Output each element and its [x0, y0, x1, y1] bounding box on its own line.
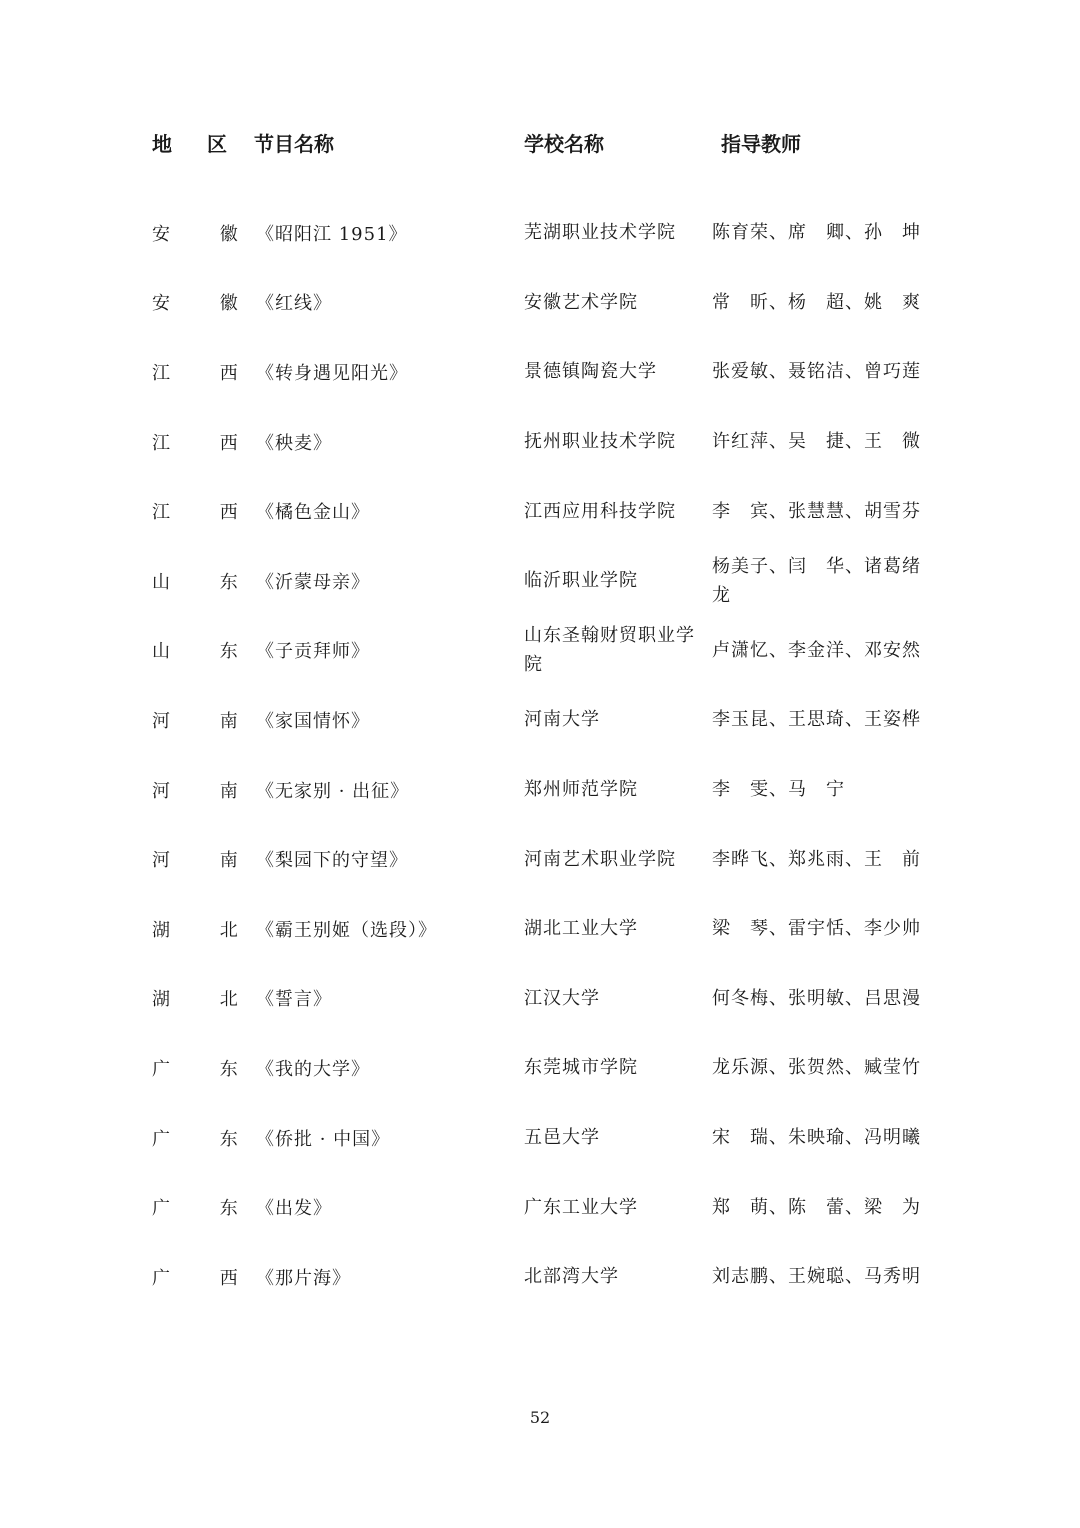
- row-program-name: 《无家别 · 出征》: [256, 780, 410, 802]
- row-region: 安 徽: [152, 223, 260, 245]
- table-row: [0, 894, 1080, 964]
- row-program-name: 《誓言》: [256, 989, 332, 1011]
- row-program-name: 《秧麦》: [256, 432, 332, 454]
- row-school-name: 景德镇陶瓷大学: [524, 361, 657, 383]
- row-program-name: 《沂蒙母亲》: [256, 571, 370, 593]
- row-school-name: 河南艺术职业学院: [524, 848, 676, 870]
- row-instructors: 龙乐源、张贺然、臧莹竹: [712, 1057, 921, 1079]
- row-school-name: 江汉大学: [524, 987, 600, 1009]
- table-row: [0, 1172, 1080, 1242]
- row-region: 广 东: [152, 1128, 260, 1150]
- row-school-name: 河南大学: [524, 709, 600, 731]
- row-region: 广 东: [152, 1198, 260, 1220]
- row-region: 河 南: [152, 780, 260, 802]
- table-row: [0, 1103, 1080, 1173]
- row-program-name: 《昭阳江 1951》: [256, 223, 408, 245]
- row-region: 河 南: [152, 850, 260, 872]
- row-instructors: 刘志鹏、王婉聪、马秀明: [712, 1266, 921, 1288]
- table-row: [0, 685, 1080, 755]
- row-region: 河 南: [152, 710, 260, 732]
- row-instructors: 何冬梅、张明敏、吕思漫: [712, 987, 921, 1009]
- row-school-name: 芜湖职业技术学院: [524, 222, 676, 244]
- row-instructors: 常 昕、杨 超、姚 爽: [712, 291, 921, 313]
- table-row: [0, 337, 1080, 407]
- table-row: [0, 616, 1080, 686]
- row-program-name: 《我的大学》: [256, 1058, 370, 1080]
- program-list: [0, 198, 1080, 1312]
- row-instructors: 宋 瑞、朱映瑜、冯明曦: [712, 1127, 921, 1149]
- row-program-name: 《侨批 · 中国》: [256, 1128, 391, 1150]
- row-instructors: 郑 萌、陈 蕾、梁 为: [712, 1196, 921, 1218]
- row-school-name: 北部湾大学: [524, 1266, 619, 1288]
- table-header: [0, 128, 1080, 162]
- row-program-name: 《家国情怀》: [256, 710, 370, 732]
- row-region: 安 徽: [152, 293, 260, 315]
- row-region: 江 西: [152, 502, 260, 524]
- row-region: 山 东: [152, 571, 260, 593]
- row-region: 湖 北: [152, 919, 260, 941]
- table-row: [0, 407, 1080, 477]
- header-region: 地 区: [152, 132, 241, 156]
- row-program-name: 《橘色金山》: [256, 502, 370, 524]
- table-row: [0, 824, 1080, 894]
- row-region: 湖 北: [152, 989, 260, 1011]
- row-school-name: 临沂职业学院: [524, 570, 638, 592]
- row-program-name: 《子贡拜师》: [256, 641, 370, 663]
- table-row: [0, 268, 1080, 338]
- table-row: [0, 476, 1080, 546]
- row-instructors: 杨美子、闫 华、诸葛绪龙: [712, 555, 921, 606]
- table-row: [0, 755, 1080, 825]
- table-row: [0, 1242, 1080, 1312]
- row-school-name: 东莞城市学院: [524, 1057, 638, 1079]
- row-instructors: 李玉昆、王思琦、王姿桦: [712, 709, 921, 731]
- header-instructor: 指导教师: [721, 132, 801, 156]
- row-instructors: 李 雯、马 宁: [712, 779, 845, 801]
- row-region: 广 西: [152, 1267, 260, 1289]
- row-instructors: 许红萍、吴 捷、王 微: [712, 431, 921, 453]
- row-program-name: 《出发》: [256, 1198, 332, 1220]
- header-program-name: 节目名称: [254, 132, 334, 156]
- row-instructors: 李 宾、张慧慧、胡雪芬: [712, 500, 921, 522]
- row-program-name: 《转身遇见阳光》: [256, 362, 408, 384]
- row-program-name: 《梨园下的守望》: [256, 850, 408, 872]
- row-school-name: 五邑大学: [524, 1127, 600, 1149]
- header-school-name: 学校名称: [524, 132, 604, 156]
- row-instructors: 陈育荣、席 卿、孙 坤: [712, 222, 921, 244]
- row-program-name: 《红线》: [256, 293, 332, 315]
- table-row: [0, 546, 1080, 616]
- row-program-name: 《那片海》: [256, 1267, 351, 1289]
- row-instructors: 卢潇忆、李金洋、邓安然: [712, 639, 921, 661]
- row-instructors: 李晔飞、郑兆雨、王 前: [712, 848, 921, 870]
- row-school-name: 山东圣翰财贸职业学院: [524, 625, 695, 676]
- row-region: 广 东: [152, 1058, 260, 1080]
- row-school-name: 广东工业大学: [524, 1196, 638, 1218]
- table-row: [0, 964, 1080, 1034]
- row-school-name: 郑州师范学院: [524, 779, 638, 801]
- row-school-name: 湖北工业大学: [524, 918, 638, 940]
- row-region: 江 西: [152, 432, 260, 454]
- row-program-name: 《霸王别姬（选段）》: [256, 919, 437, 941]
- table-row: [0, 1033, 1080, 1103]
- row-school-name: 安徽艺术学院: [524, 291, 638, 313]
- page-number: 52: [529, 1408, 551, 1427]
- row-instructors: 张爱敏、聂铭洁、曾巧莲: [712, 361, 921, 383]
- row-instructors: 梁 琴、雷宇恬、李少帅: [712, 918, 921, 940]
- row-school-name: 抚州职业技术学院: [524, 431, 676, 453]
- table-row: [0, 198, 1080, 268]
- row-school-name: 江西应用科技学院: [524, 500, 676, 522]
- row-region: 山 东: [152, 641, 260, 663]
- row-region: 江 西: [152, 362, 260, 384]
